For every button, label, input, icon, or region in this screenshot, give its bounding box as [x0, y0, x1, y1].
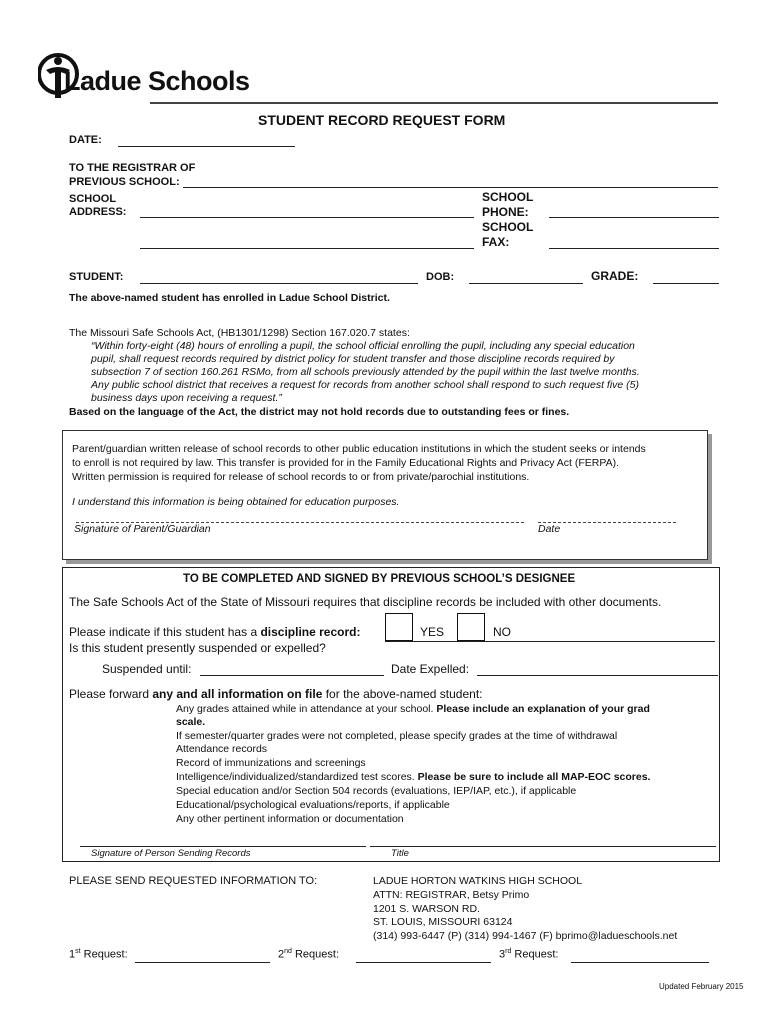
registrar-label-2: PREVIOUS SCHOOL:	[69, 176, 180, 188]
act-quote-line: business days upon receiving a request.”	[91, 392, 282, 404]
fax-label-2: FAX:	[482, 235, 510, 249]
send-address-line: (314) 993-6447 (P) (314) 994-1467 (F) bprimo@ladueschools.net	[373, 930, 678, 942]
parent-box-line: Written permission is required for release of school records to or from private/parochial institutions.	[72, 471, 530, 483]
send-label: PLEASE SEND REQUESTED INFORMATION TO:	[69, 875, 318, 887]
third-request-field[interactable]	[571, 962, 709, 963]
no-label: NO	[493, 625, 511, 639]
yes-no-underline	[385, 641, 715, 642]
logo-text: Ladue Schools	[64, 66, 250, 96]
registrar-label-1: TO THE REGISTRAR OF	[69, 162, 196, 174]
address-field-1[interactable]	[140, 217, 474, 218]
act-intro: The Missouri Safe Schools Act, (HB1301/1298) Section 167.020.7 states:	[69, 327, 410, 339]
address-label-1: SCHOOL	[69, 193, 117, 205]
sender-title-label: Title	[391, 848, 409, 859]
dob-field[interactable]	[469, 283, 583, 284]
date-expelled-label: Date Expelled:	[391, 662, 470, 676]
grade-field[interactable]	[653, 283, 719, 284]
fax-field[interactable]	[549, 248, 719, 249]
suspended-until-label: Suspended until:	[102, 662, 192, 676]
student-label: STUDENT:	[69, 271, 124, 283]
list-item: Intelligence/individualized/standardized test scores. Please be sure to include all MAP-EOC scores.	[176, 771, 651, 783]
registrar-field[interactable]	[183, 187, 718, 188]
list-item: scale.	[176, 716, 206, 728]
suspended-until-field[interactable]	[200, 675, 384, 676]
sender-signature-field[interactable]	[80, 846, 366, 847]
yes-label: YES	[420, 625, 445, 639]
phone-label-2: PHONE:	[482, 205, 529, 219]
phone-label-1: SCHOOL	[482, 190, 534, 204]
list-item: Any grades attained while in attendance at your school. Please include an explanation of your grad	[176, 703, 650, 715]
parent-understand: I understand this information is being obtained for education purposes.	[72, 496, 400, 508]
forward-statement: Please forward any and all information on file for the above-named student:	[69, 687, 483, 701]
send-address-line: 1201 S. WARSON RD.	[373, 903, 480, 915]
address-field-2[interactable]	[140, 248, 474, 249]
act-quote-line: “Within forty-eight (48) hours of enrolling a pupil, the school official enrolling the pupil, including any special education	[91, 340, 635, 352]
address-label-2: ADDRESS:	[69, 206, 127, 218]
sender-signature-label: Signature of Person Sending Records	[91, 848, 251, 859]
second-request-label: 2nd Request:	[278, 948, 340, 961]
parent-date-label: Date	[538, 523, 561, 535]
list-item: Record of immunizations and screenings	[176, 757, 366, 769]
first-request-label: 1st Request:	[69, 948, 128, 961]
send-address-line: ATTN: REGISTRAR, Betsy Primo	[373, 889, 530, 901]
list-item: Attendance records	[176, 743, 268, 755]
header-rule	[150, 102, 718, 104]
sender-title-field[interactable]	[370, 846, 716, 847]
no-checkbox[interactable]	[457, 613, 485, 641]
parent-box-line: Parent/guardian written release of school records to other public education institutions in which the student seeks or intends	[72, 443, 646, 455]
list-item: Any other pertinent information or documentation	[176, 813, 404, 825]
first-request-field[interactable]	[135, 962, 270, 963]
grade-label: GRADE:	[591, 269, 639, 283]
enrolled-statement: The above-named student has enrolled in Ladue School District.	[69, 292, 390, 304]
suspended-question: Is this student presently suspended or expelled?	[69, 641, 326, 655]
form-title: STUDENT RECORD REQUEST FORM	[258, 112, 506, 128]
third-request-label: 3rd Request:	[499, 948, 559, 961]
send-address-line: ST. LOUIS, MISSOURI 63124	[373, 916, 513, 928]
parent-signature-label: Signature of Parent/Guardian	[74, 523, 211, 535]
discipline-question: Please indicate if this student has a discipline record:	[69, 625, 361, 639]
act-quote-line: subsection 7 of section 160.261 RSMo, from all schools previously attended by the pupil within the last twelve months.	[91, 366, 640, 378]
dob-label: DOB:	[426, 271, 455, 283]
designee-heading: TO BE COMPLETED AND SIGNED BY PREVIOUS SCHOOL’S DESIGNEE	[183, 573, 576, 585]
date-label: DATE:	[69, 134, 102, 146]
act-quote-line: pupil, shall request records required by district policy for student transfer and those discipline records required by	[91, 353, 615, 365]
student-field[interactable]	[140, 283, 418, 284]
fees-statement: Based on the language of the Act, the district may not hold records due to outstanding fees or fines.	[69, 406, 570, 418]
phone-field[interactable]	[549, 217, 719, 218]
fax-label-1: SCHOOL	[482, 220, 534, 234]
updated-date: Updated February 2015	[659, 982, 744, 991]
date-field[interactable]	[118, 146, 295, 147]
send-address-line: LADUE HORTON WATKINS HIGH SCHOOL	[373, 875, 583, 887]
date-expelled-field[interactable]	[477, 675, 718, 676]
yes-checkbox[interactable]	[385, 613, 413, 641]
list-item: If semester/quarter grades were not completed, please specify grades at the time of withdrawal	[176, 730, 618, 742]
list-item: Special education and/or Section 504 records (evaluations, IEP/IAP, etc.), if applicable	[176, 785, 577, 797]
act-quote-line: Any public school district that receives a request for records from another school shall respond to such request five (5)	[91, 379, 640, 391]
parent-box-line: to enroll is not required by law. This transfer is provided for in the Family Educational Rights and Privacy Act (FERPA).	[72, 457, 620, 469]
list-item: Educational/psychological evaluations/reports, if applicable	[176, 799, 450, 811]
safe-act-statement: The Safe Schools Act of the State of Missouri requires that discipline records be included with other documents.	[69, 595, 662, 609]
second-request-field[interactable]	[356, 962, 491, 963]
logo	[38, 52, 278, 102]
